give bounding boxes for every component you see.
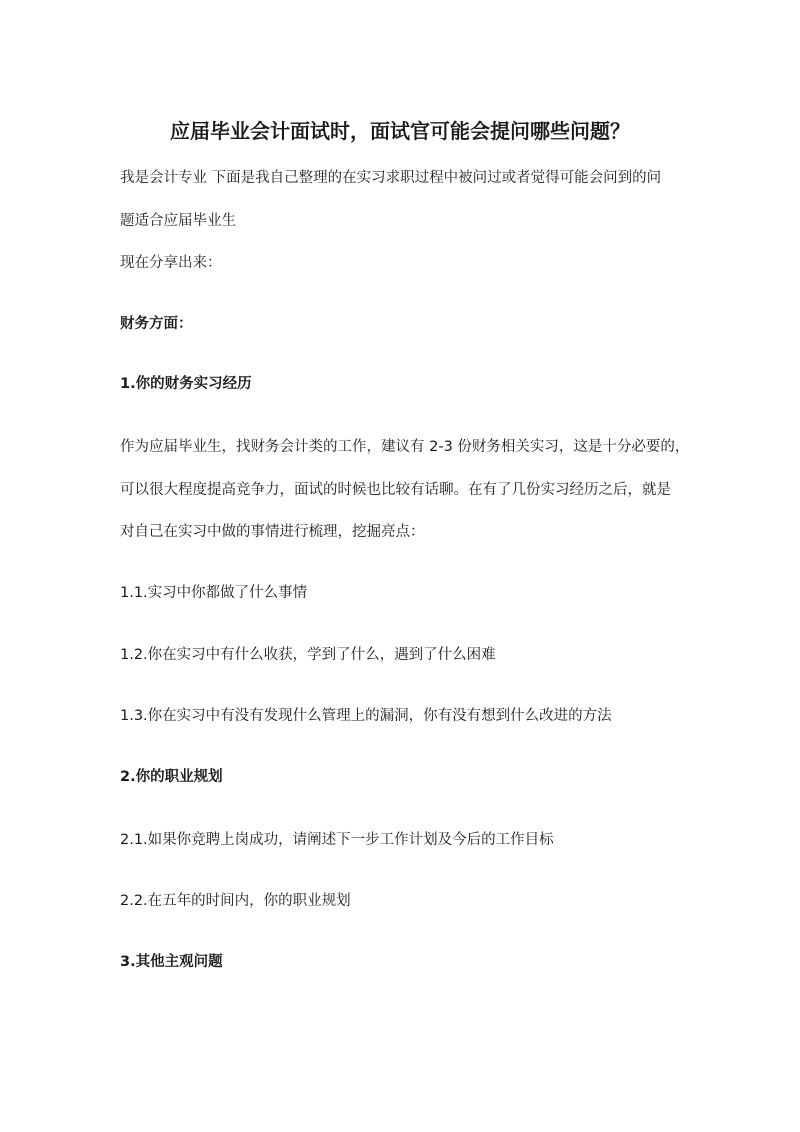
section-1-heading: 1.你的财务实习经历 [120, 376, 252, 392]
finance-heading: 财务方面： [120, 316, 193, 332]
question-2-2: 2.2.在五年的时间内，你的职业规划 [120, 893, 351, 909]
intro-line-3: 现在分享出来： [120, 255, 222, 271]
question-1-1: 1.1.实习中你都做了什么事情 [120, 585, 308, 601]
question-2-1: 2.1.如果你竞聘上岗成功，请阐述下一步工作计划及今后的工作目标 [120, 832, 554, 848]
document-title: 应届毕业会计面试时，面试官可能会提问哪些问题？ [170, 119, 630, 143]
section-1-paragraph-line-3: 对自己在实习中做的事情进行梳理，挖掘亮点： [120, 524, 425, 540]
intro-line-2: 题适合应届毕业生 [120, 213, 236, 229]
section-2-heading: 2.你的职业规划 [120, 769, 223, 785]
section-1-paragraph-line-2: 可以很大程度提高竞争力，面试的时候也比较有话聊。在有了几份实习经历之后，就是 [120, 482, 671, 498]
section-3-heading: 3.其他主观问题 [120, 954, 223, 970]
question-1-3: 1.3.你在实习中有没有发现什么管理上的漏洞，你有没有想到什么改进的方法 [120, 708, 612, 724]
section-1-paragraph-line-1: 作为应届毕业生，找财务会计类的工作，建议有 2-3 份财务相关实习，这是十分必要的， [120, 439, 690, 455]
question-1-2: 1.2.你在实习中有什么收获，学到了什么，遇到了什么困难 [120, 647, 496, 663]
intro-line-1: 我是会计专业 下面是我自己整理的在实习求职过程中被问过或者觉得可能会问到的问 [120, 170, 662, 186]
